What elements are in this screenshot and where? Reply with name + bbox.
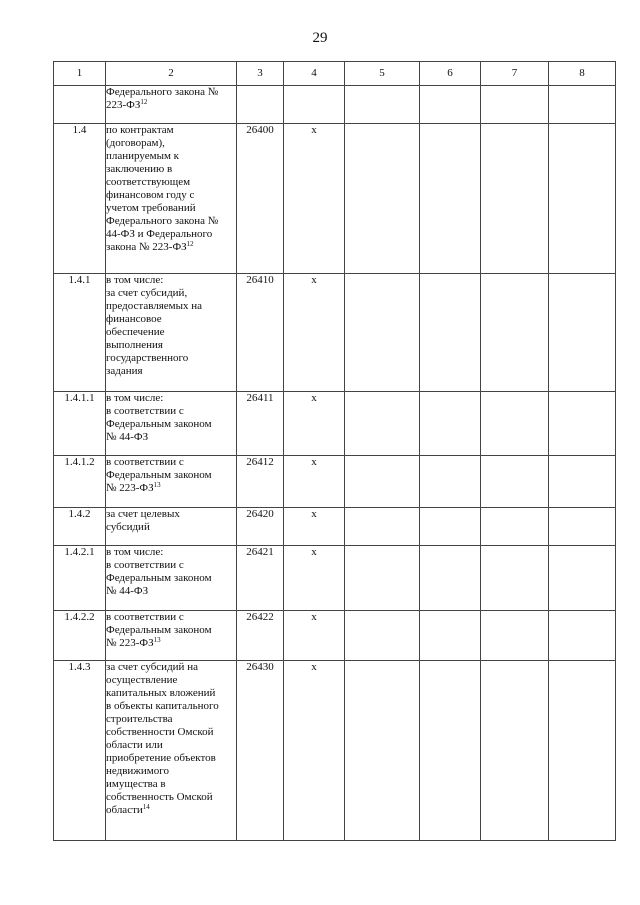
row-name-text: № 223-ФЗ (106, 482, 154, 494)
row-name-text: в соответствии с (106, 559, 184, 571)
column-header: 7 (481, 62, 549, 86)
row-name-text: (договорам), (106, 137, 165, 149)
empty-cell (420, 546, 481, 611)
table-row (54, 274, 616, 392)
row-name-line (106, 469, 236, 482)
row-name-line (106, 624, 236, 637)
row-code-cell: 26410 (237, 274, 284, 392)
empty-cell (345, 86, 420, 124)
empty-cell (549, 611, 616, 661)
empty-cell (481, 392, 549, 456)
row-name-text: Федерального закона № (106, 215, 219, 227)
empty-cell (420, 661, 481, 841)
row-name-text: в соответствии с (106, 405, 184, 417)
row-name-line (106, 752, 236, 765)
table-row (54, 508, 616, 546)
row-name-text: задания (106, 365, 143, 377)
row-name-line (106, 700, 236, 713)
table-row (54, 611, 616, 661)
row-x-cell: x (284, 611, 345, 661)
row-name-text: № 44-ФЗ (106, 585, 149, 597)
row-name-text: строительства (106, 713, 173, 725)
row-name-text: субсидий (106, 521, 150, 533)
row-name-text: заключению в (106, 163, 173, 175)
row-name-text: в объекты капитального (106, 700, 219, 712)
row-name-line (106, 241, 236, 254)
row-x-cell: x (284, 456, 345, 508)
row-name-line (106, 559, 236, 572)
row-name-line (106, 674, 236, 687)
row-name-text: финансовое (106, 313, 162, 325)
row-name-text: осуществление (106, 674, 178, 686)
row-name-text: предоставляемых на (106, 300, 203, 312)
row-number-cell: 1.4.2.2 (54, 611, 106, 661)
empty-cell (549, 274, 616, 392)
row-name-text: выполнения (106, 339, 163, 351)
empty-cell (481, 546, 549, 611)
row-name-text: соответствующем (106, 176, 191, 188)
row-name-line (106, 637, 236, 650)
row-name-line (106, 611, 236, 624)
row-code-cell: 26400 (237, 124, 284, 274)
row-code-cell: 26422 (237, 611, 284, 661)
row-name-line (106, 202, 236, 215)
empty-cell (549, 456, 616, 508)
row-name-text: по контрактам (106, 124, 174, 136)
table-body (54, 86, 616, 841)
row-name-text: закона № 223-ФЗ (106, 241, 187, 253)
row-x-cell: x (284, 546, 345, 611)
empty-cell (481, 661, 549, 841)
row-name-text: в соответствии с (106, 611, 184, 623)
row-name-text: 44-ФЗ и Федерального (106, 228, 213, 240)
row-name-text: планируемым к (106, 150, 180, 162)
row-name-line (106, 86, 236, 99)
column-header: 3 (237, 62, 284, 86)
row-name-line (106, 274, 236, 287)
row-name-line (106, 482, 236, 495)
row-name-line (106, 546, 236, 559)
empty-cell (481, 456, 549, 508)
empty-cell (420, 456, 481, 508)
row-x-cell: x (284, 392, 345, 456)
row-name-cell (106, 274, 237, 392)
row-name-text: в соответствии с (106, 456, 184, 468)
table-row (54, 546, 616, 611)
row-name-line (106, 739, 236, 752)
row-code-cell: 26411 (237, 392, 284, 456)
table-row (54, 661, 616, 841)
row-name-line (106, 804, 236, 817)
row-name-line (106, 778, 236, 791)
empty-cell (345, 508, 420, 546)
empty-cell (420, 124, 481, 274)
empty-cell (345, 546, 420, 611)
budget-table (53, 61, 616, 841)
empty-cell (420, 508, 481, 546)
empty-cell (420, 611, 481, 661)
row-name-cell (106, 661, 237, 841)
empty-cell (549, 661, 616, 841)
table-row (54, 86, 616, 124)
empty-cell (345, 661, 420, 841)
empty-cell (481, 124, 549, 274)
row-number-cell: 1.4.2 (54, 508, 106, 546)
column-header: 1 (54, 62, 106, 86)
row-name-cell (106, 546, 237, 611)
row-name-line (106, 713, 236, 726)
empty-cell (549, 546, 616, 611)
row-number-cell: 1.4.2.1 (54, 546, 106, 611)
row-name-line (106, 326, 236, 339)
row-name-line (106, 431, 236, 444)
row-name-line (106, 176, 236, 189)
row-name-text: собственность Омской (106, 791, 213, 803)
empty-cell (345, 124, 420, 274)
row-name-text: Федеральным законом (106, 469, 212, 481)
empty-cell (345, 274, 420, 392)
column-header: 2 (106, 62, 237, 86)
row-name-cell (106, 611, 237, 661)
footnote-ref: 13 (153, 636, 161, 644)
row-name-cell (106, 508, 237, 546)
row-name-text: в том числе: (106, 274, 164, 286)
row-name-text: 223-ФЗ (106, 99, 141, 111)
empty-cell (345, 456, 420, 508)
row-number-cell: 1.4.1 (54, 274, 106, 392)
row-code-cell: 26421 (237, 546, 284, 611)
row-name-text: Федеральным законом (106, 418, 212, 430)
row-x-cell: x (284, 274, 345, 392)
page-number: 29 (312, 30, 328, 46)
row-name-line (106, 287, 236, 300)
row-name-text: имущества в (106, 778, 166, 790)
row-name-line (106, 508, 236, 521)
row-code-cell (237, 86, 284, 124)
row-name-line (106, 585, 236, 598)
row-code-cell: 26412 (237, 456, 284, 508)
row-name-line (106, 365, 236, 378)
footnote-ref: 13 (153, 481, 161, 489)
empty-cell (549, 392, 616, 456)
empty-cell (481, 508, 549, 546)
row-name-line (106, 572, 236, 585)
row-x-cell: x (284, 508, 345, 546)
row-name-line (106, 765, 236, 778)
row-x-cell: x (284, 661, 345, 841)
empty-cell (481, 611, 549, 661)
row-number-cell (54, 86, 106, 124)
table-row (54, 456, 616, 508)
row-name-text: области или (106, 739, 163, 751)
row-name-line (106, 418, 236, 431)
row-name-text: области (106, 804, 143, 816)
row-name-line (106, 521, 236, 534)
row-code-cell: 26430 (237, 661, 284, 841)
row-name-line (106, 726, 236, 739)
row-name-line (106, 339, 236, 352)
empty-cell (345, 611, 420, 661)
row-name-line (106, 124, 236, 137)
row-name-line (106, 150, 236, 163)
row-number-cell: 1.4.1.2 (54, 456, 106, 508)
empty-cell (345, 392, 420, 456)
column-header: 8 (549, 62, 616, 86)
row-name-line (106, 661, 236, 674)
footnote-ref: 14 (142, 803, 150, 811)
row-name-line (106, 313, 236, 326)
row-number-cell: 1.4.1.1 (54, 392, 106, 456)
row-name-cell (106, 392, 237, 456)
row-name-cell (106, 124, 237, 274)
row-name-line (106, 456, 236, 469)
row-name-line (106, 352, 236, 365)
empty-cell (420, 274, 481, 392)
row-name-line (106, 228, 236, 241)
row-x-cell: x (284, 124, 345, 274)
row-name-line (106, 189, 236, 202)
row-name-line (106, 791, 236, 804)
empty-cell (481, 86, 549, 124)
row-name-cell (106, 86, 237, 124)
row-name-cell (106, 456, 237, 508)
row-name-text: недвижимого (106, 765, 169, 777)
row-name-line (106, 137, 236, 150)
row-name-line (106, 392, 236, 405)
table-row (54, 392, 616, 456)
footnote-ref: 12 (140, 98, 148, 106)
row-code-cell: 26420 (237, 508, 284, 546)
column-header: 5 (345, 62, 420, 86)
column-header: 6 (420, 62, 481, 86)
row-name-text: финансовом году с (106, 189, 195, 201)
row-name-text: Федеральным законом (106, 572, 212, 584)
row-name-text: Федерального закона № (106, 86, 219, 98)
row-number-cell: 1.4 (54, 124, 106, 274)
row-name-text: собственности Омской (106, 726, 214, 738)
empty-cell (549, 508, 616, 546)
row-name-text: Федеральным законом (106, 624, 212, 636)
row-name-text: в том числе: (106, 392, 164, 404)
column-header: 4 (284, 62, 345, 86)
footnote-ref: 12 (186, 240, 194, 248)
row-name-text: государственного (106, 352, 189, 364)
row-name-text: № 44-ФЗ (106, 431, 149, 443)
empty-cell (420, 392, 481, 456)
row-name-text: обеспечение (106, 326, 165, 338)
row-name-line (106, 300, 236, 313)
row-name-line (106, 687, 236, 700)
empty-cell (420, 86, 481, 124)
row-name-text: капитальных вложений (106, 687, 216, 699)
row-name-text: № 223-ФЗ (106, 637, 154, 649)
row-name-line (106, 405, 236, 418)
row-name-text: за счет целевых (106, 508, 180, 520)
row-name-line (106, 163, 236, 176)
row-name-text: учетом требований (106, 202, 196, 214)
table-row (54, 124, 616, 274)
row-name-line (106, 215, 236, 228)
row-name-text: приобретение объектов (106, 752, 216, 764)
row-name-text: за счет субсидий, (106, 287, 188, 299)
row-number-cell: 1.4.3 (54, 661, 106, 841)
empty-cell (481, 274, 549, 392)
row-name-text: в том числе: (106, 546, 164, 558)
row-x-cell (284, 86, 345, 124)
row-name-line (106, 99, 236, 112)
header-row (54, 62, 616, 86)
empty-cell (549, 86, 616, 124)
empty-cell (549, 124, 616, 274)
row-name-text: за счет субсидий на (106, 661, 198, 673)
